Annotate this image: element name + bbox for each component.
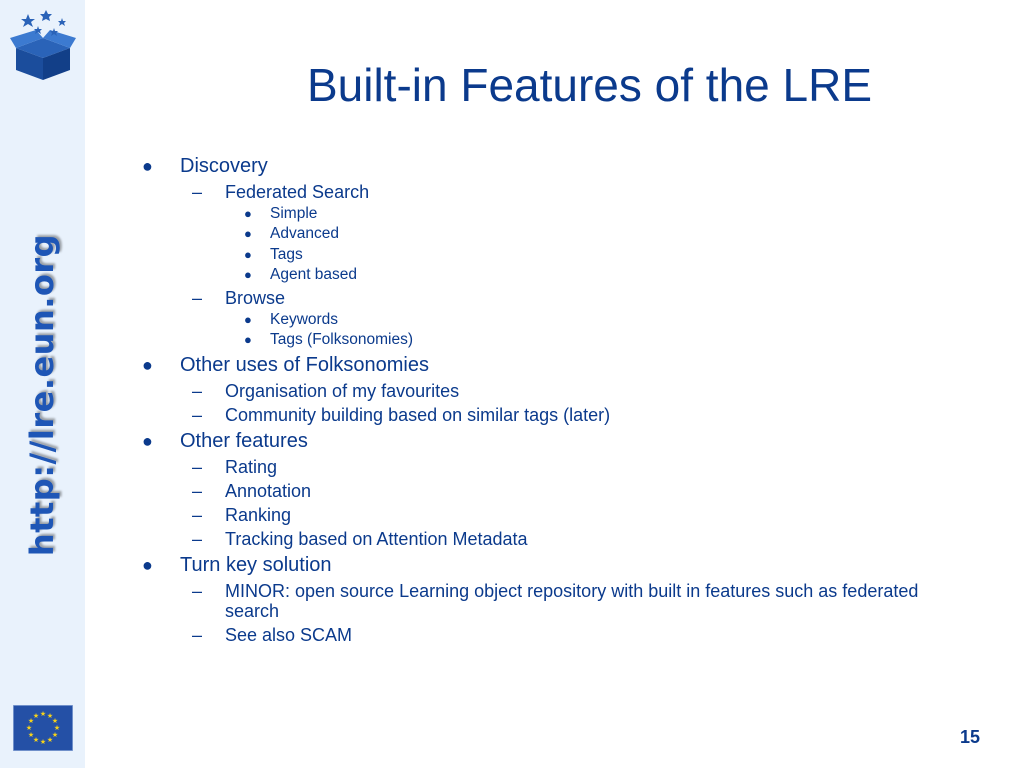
- list-item-label: Advanced: [270, 225, 339, 242]
- page-number: 15: [959, 727, 980, 747]
- sub-bullet-federated-search: [135, 182, 995, 202]
- bullet-dot-icon: ●: [142, 355, 153, 375]
- sub-bullet-label: See also SCAM: [225, 625, 353, 645]
- eu-flag-icon: [13, 705, 73, 751]
- sub-bullet: [135, 481, 995, 501]
- svg-text:★: ★: [46, 736, 54, 744]
- list-item: [135, 205, 995, 223]
- bullet-dot-icon: ●: [142, 431, 153, 451]
- sub-bullet: [135, 381, 995, 401]
- sidebar: [0, 0, 85, 768]
- dash-icon: –: [192, 288, 203, 308]
- bullet-dot-icon: ●: [244, 226, 252, 241]
- bullet-dot-icon: ●: [142, 555, 153, 575]
- bullet-dot-icon: ●: [244, 205, 252, 221]
- bullet-dot-icon: ●: [244, 246, 252, 262]
- bullet-dot-icon: ●: [244, 311, 252, 327]
- bullet-turn-key-solution: [135, 553, 995, 577]
- bullet-discovery: [135, 154, 995, 178]
- svg-text:★: ★: [53, 724, 61, 732]
- list-item: [135, 225, 995, 243]
- dash-icon: –: [192, 505, 203, 525]
- svg-text:★: ★: [27, 717, 35, 725]
- list-item: [135, 266, 995, 284]
- bullet-label: Other features: [180, 430, 308, 452]
- svg-text:★: ★: [27, 731, 35, 739]
- svg-text:★: ★: [32, 712, 40, 720]
- svg-text:★: ★: [25, 724, 33, 732]
- sub-bullet: [135, 529, 995, 549]
- sub-bullet: [135, 457, 995, 477]
- dash-icon: –: [192, 182, 203, 202]
- list-item-label: Tags: [270, 245, 303, 263]
- dash-icon: –: [192, 405, 203, 425]
- list-item-label: Keywords: [270, 310, 339, 328]
- bullet-dot-icon: ●: [244, 332, 252, 347]
- bullet-dot-icon: ●: [244, 267, 252, 282]
- svg-text:★: ★: [39, 738, 47, 746]
- list-item: [135, 246, 995, 264]
- sub-bullet-browse: [135, 288, 995, 308]
- sub-bullet: [135, 581, 995, 621]
- dash-icon: –: [192, 581, 203, 601]
- dash-icon: –: [192, 625, 203, 645]
- svg-text:★: ★: [51, 731, 59, 739]
- sub-bullet-label: Browse: [225, 288, 286, 308]
- sub-bullet-label: Organisation of my favourites: [225, 381, 460, 401]
- bullet-label: Other uses of Folksonomies: [180, 354, 429, 376]
- sub-bullet-label: Ranking: [225, 505, 292, 525]
- dash-icon: –: [192, 529, 203, 549]
- sub-bullet-label: Annotation: [225, 481, 312, 501]
- sub-bullet-label: Federated Search: [225, 182, 370, 202]
- list-item-label: Agent based: [270, 266, 358, 283]
- list-item-label: Tags (Folksonomies): [270, 331, 413, 348]
- svg-text:★: ★: [51, 717, 59, 725]
- slide-title: Built-in Features of the LRE: [306, 59, 873, 111]
- list-item: [135, 311, 995, 329]
- sub-bullet: [135, 405, 995, 425]
- bullet-label: Turn key solution: [180, 554, 332, 576]
- sub-bullet: [135, 625, 995, 645]
- sub-bullet-label: Community building based on similar tags (later): [225, 405, 611, 425]
- bullet-other-features: [135, 429, 995, 453]
- bullet-folksonomies: [135, 353, 995, 377]
- sub-bullet: [135, 505, 995, 525]
- sub-bullet-label: Tracking based on Attention Metadata: [225, 529, 528, 549]
- site-url-text[interactable]: http://lre.eun.org: [23, 233, 61, 557]
- list-item-label: Simple: [270, 204, 318, 222]
- bullet-dot-icon: ●: [142, 156, 153, 176]
- svg-text:★: ★: [32, 736, 40, 744]
- dash-icon: –: [192, 381, 203, 401]
- svg-text:★: ★: [46, 712, 54, 720]
- slide-content: [135, 152, 995, 645]
- list-item: [135, 331, 995, 349]
- dash-icon: –: [192, 457, 203, 477]
- sub-bullet-label: Rating: [225, 457, 278, 477]
- dash-icon: –: [192, 481, 203, 501]
- bullet-label: Discovery: [180, 155, 268, 177]
- svg-text:★: ★: [39, 710, 47, 718]
- sub-bullet-label: MINOR: open source Learning object repository with built in features such as federated search: [225, 581, 919, 621]
